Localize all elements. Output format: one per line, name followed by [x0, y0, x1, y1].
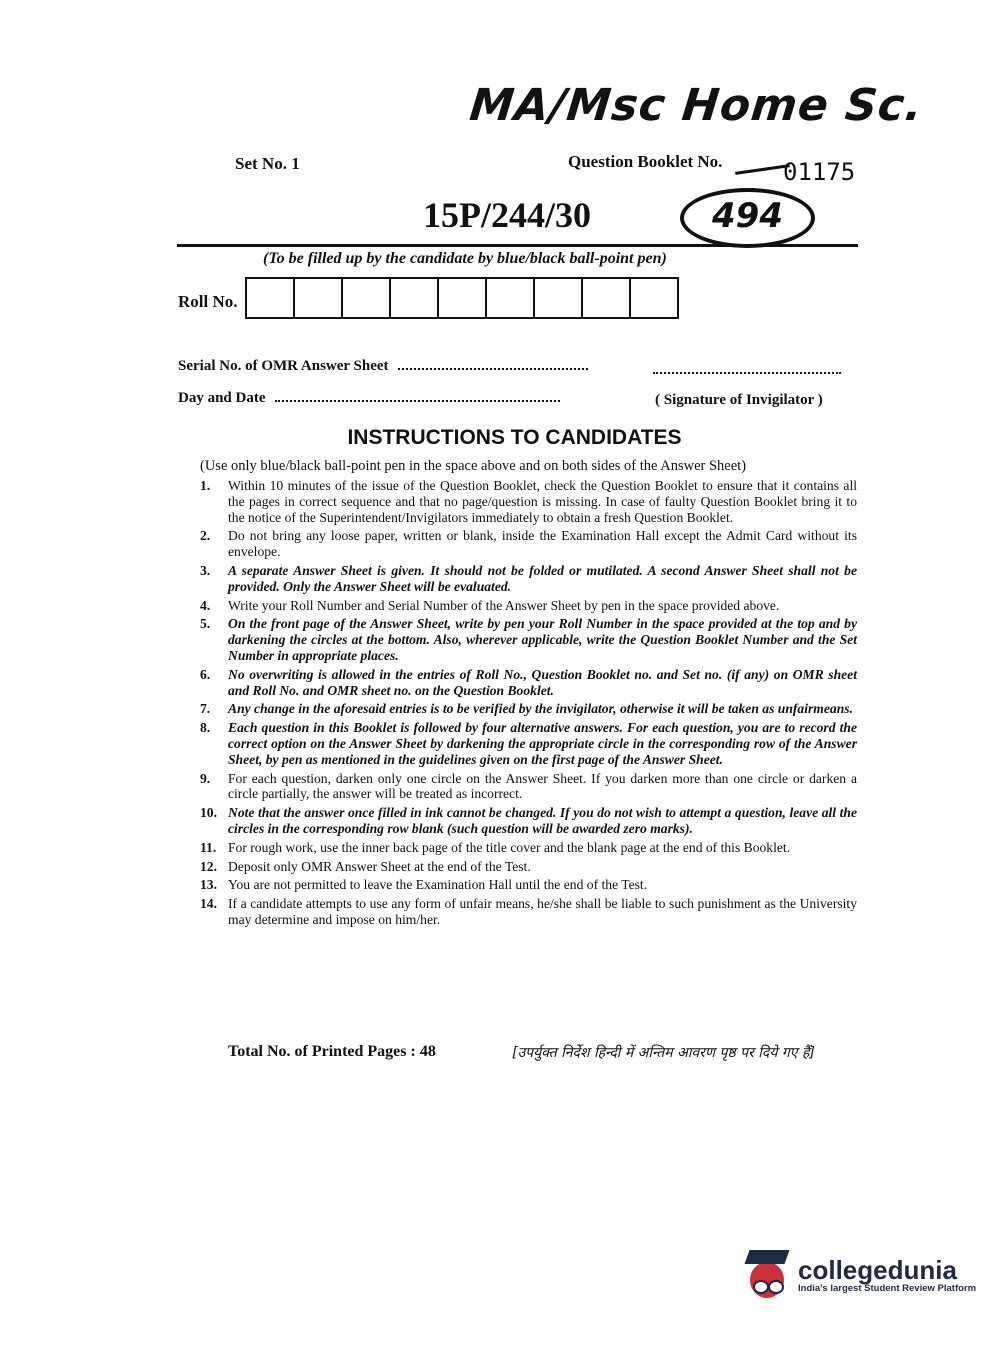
instruction-text: On the front page of the Answer Sheet, write by pen your Roll Number in the space provided at the top and by darkening the circles at the bottom. Also, wherever applicable, write the Question Booklet Number and the Set Number in appropriate places.: [228, 616, 857, 663]
booklet-number-stroke: [735, 164, 790, 175]
instruction-text: Deposit only OMR Answer Sheet at the end of the Test.: [228, 858, 531, 874]
instruction-item: [200, 840, 857, 856]
instruction-item: [200, 805, 857, 837]
instruction-text: Each question in this Booklet is followed by four alternative answers. For each question, you are to record the correct option on the Answer Sheet by darkening the appropriate circle in the corresponding row of the Answer Sheet, by pen as mentioned in the guidelines given on the first page of the Answer Sheet.: [228, 720, 857, 767]
instruction-number: 7.: [200, 701, 211, 717]
roll-number-boxes[interactable]: [245, 277, 679, 319]
instruction-number: 6.: [200, 666, 211, 682]
total-pages: Total No. of Printed Pages : 48: [228, 1043, 436, 1060]
instruction-list: [200, 478, 857, 931]
set-number: Set No. 1: [235, 154, 300, 173]
instruction-text: If a candidate attempts to use any form of unfair means, he/she shall be liable to such punishment as the University may determine and impose on him/her.: [228, 896, 857, 927]
logo-name: collegedunia: [798, 1254, 957, 1285]
day-date-label: Day and Date: [178, 390, 266, 406]
roll-number-box[interactable]: [343, 279, 391, 317]
instruction-number: 5.: [200, 616, 211, 632]
instruction-number: 13.: [200, 877, 217, 893]
serial-number-line[interactable]: [398, 368, 588, 370]
instruction-item: [200, 478, 857, 525]
instruction-text: For rough work, use the inner back page of the title cover and the blank page at the end of this Booklet.: [228, 839, 791, 855]
instruction-item: [200, 616, 857, 663]
instruction-item: [200, 896, 857, 928]
instruction-text: A separate Answer Sheet is given. It should not be folded or mutilated. A second Answer Sheet shall not be provided. Only the Answer Sheet will be evaluated.: [228, 562, 857, 594]
hindi-note: [उपर्युक्त निर्देश हिन्दी में अन्तिम आवरण पृष्ठ पर दिये गए हैं]: [512, 1045, 815, 1061]
instruction-item: [200, 720, 857, 767]
roll-number-label: Roll No.: [178, 292, 238, 311]
serial-number-field: [178, 358, 588, 375]
instruction-text: Any change in the aforesaid entries is to be verified by the invigilator, otherwise it will be taken as unfairmeans.: [228, 701, 853, 717]
instruction-number: 2.: [200, 528, 211, 544]
instruction-text: Write your Roll Number and Serial Number of the Answer Sheet by pen in the space provided above.: [228, 597, 780, 613]
handwritten-title: MA/Msc Home Sc.: [467, 80, 926, 131]
instructions-intro: (Use only blue/black ball-point pen in the space above and on both sides of the Answer Sheet): [200, 458, 747, 474]
instruction-text: For each question, darken only one circle on the Answer Sheet. If you darken more than one circle or darken a circle partially, the answer will be treated as incorrect.: [228, 770, 857, 802]
instruction-text: You are not permitted to leave the Examination Hall until the end of the Test.: [228, 877, 648, 893]
instruction-item: [200, 771, 857, 803]
instruction-number: 1.: [200, 478, 211, 493]
instruction-number: 8.: [200, 720, 211, 736]
roll-number-box[interactable]: [487, 279, 535, 317]
booklet-number: 01175: [783, 158, 856, 186]
roll-number-box[interactable]: [439, 279, 487, 317]
instruction-item: [200, 859, 857, 875]
header-divider: [177, 244, 858, 247]
roll-number-box[interactable]: [535, 279, 583, 317]
serial-number-label: Serial No. of OMR Answer Sheet: [178, 358, 389, 374]
instruction-number: 3.: [200, 562, 211, 578]
paper-code: 15P/244/30: [423, 195, 591, 235]
instruction-item: [200, 701, 857, 717]
instruction-item: [200, 563, 857, 595]
instruction-text: Do not bring any loose paper, written or blank, inside the Examination Hall except the Admit Card without its envelope.: [228, 528, 857, 560]
instructions-heading: INSTRUCTIONS TO CANDIDATES: [347, 426, 682, 449]
circled-number: 494: [680, 188, 815, 248]
instruction-text: No overwriting is allowed in the entries of Roll No., Question Booklet no. and Set no. (if any) on OMR sheet and Roll No. and OMR sheet no. on the Question Booklet.: [228, 666, 857, 698]
roll-number-box[interactable]: [631, 279, 677, 317]
signature-line[interactable]: [653, 372, 841, 374]
roll-number-box[interactable]: [391, 279, 439, 317]
instruction-number: 14.: [200, 896, 217, 912]
mascot-icon: [742, 1250, 792, 1300]
instruction-text: Note that the answer once filled in ink cannot be changed. If you do not wish to attempt a question, leave all the circles in the corresponding row blank (such question will be awarded zero marks).: [228, 805, 857, 836]
instruction-item: [200, 528, 857, 560]
instruction-number: 9.: [200, 770, 211, 786]
instruction-text: Within 10 minutes of the issue of the Question Booklet, check the Question Booklet to ensure that it contains all the pages in correct sequence and that no page/question is missing. In case of faulty Question Booklet bring it to the notice of the Superintendent/Invigilators immediately to obtain a fresh Question Booklet.: [228, 478, 857, 525]
instruction-item: [200, 598, 857, 614]
instruction-item: [200, 667, 857, 699]
roll-number-box[interactable]: [247, 279, 295, 317]
instruction-item: [200, 877, 857, 893]
instruction-number: 11.: [200, 839, 217, 855]
instruction-number: 4.: [200, 597, 211, 613]
roll-number-box[interactable]: [295, 279, 343, 317]
day-date-line[interactable]: [275, 400, 560, 402]
signature-label: ( Signature of Invigilator ): [655, 392, 823, 408]
logo-tagline: India's largest Student Review Platform: [798, 1282, 977, 1294]
roll-number-box[interactable]: [583, 279, 631, 317]
booklet-number-label: Question Booklet No.: [568, 152, 723, 171]
collegedunia-logo: [742, 1250, 976, 1300]
instruction-number: 10.: [200, 805, 217, 821]
instruction-number: 12.: [200, 858, 217, 874]
day-date-field: [178, 390, 560, 407]
fill-note: (To be filled up by the candidate by blue/black ball-point pen): [263, 250, 667, 267]
